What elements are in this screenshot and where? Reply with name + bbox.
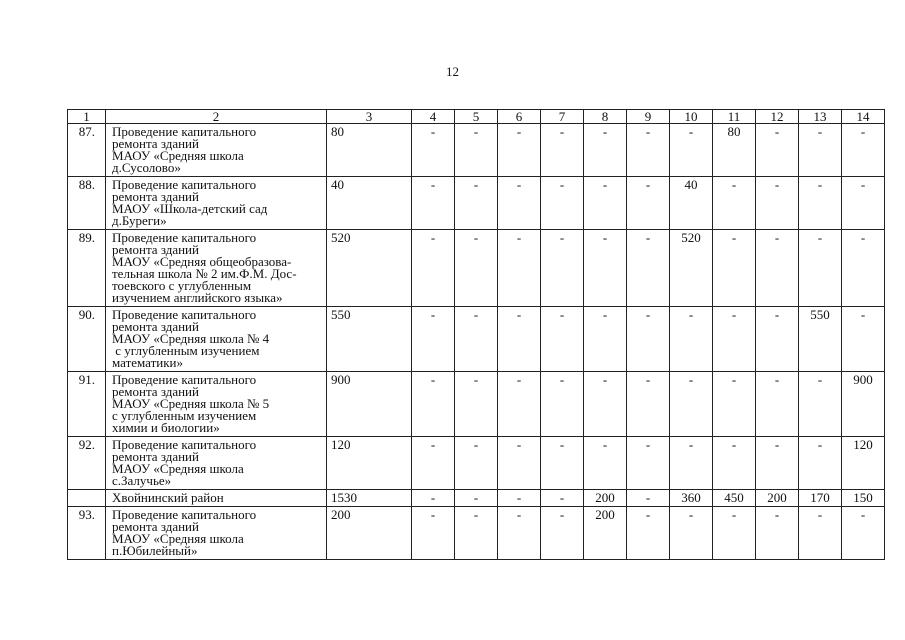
- cell-col-7: -: [541, 230, 584, 307]
- description-line: с углубленным изучением: [112, 408, 257, 423]
- cell-col-13: 550: [799, 307, 842, 372]
- column-header-2: 2: [106, 110, 327, 124]
- cell-col-14: -: [842, 230, 885, 307]
- column-header-3: 3: [327, 110, 412, 124]
- cell-col-7: -: [541, 372, 584, 437]
- cell-col-5: -: [455, 490, 498, 507]
- cell-col-12: -: [756, 507, 799, 560]
- cell-col-11: -: [713, 507, 756, 560]
- description-line: Проведение капитального: [112, 124, 257, 139]
- cell-col-6: -: [498, 490, 541, 507]
- column-header-1: 1: [68, 110, 106, 124]
- cell-col-6: -: [498, 230, 541, 307]
- row-description: [106, 230, 327, 307]
- cell-col-12: -: [756, 177, 799, 230]
- row-description: [106, 307, 327, 372]
- description-line: Проведение капитального: [112, 507, 257, 522]
- cell-col-14: 120: [842, 437, 885, 490]
- row-number: 92.: [68, 437, 106, 490]
- table-row: [68, 230, 885, 307]
- cell-col-6: -: [498, 507, 541, 560]
- row-description: [106, 177, 327, 230]
- description-line: МАОУ «Средняя школа № 4: [112, 331, 270, 346]
- cell-col-9: -: [627, 507, 670, 560]
- cell-col-11: -: [713, 307, 756, 372]
- cell-col-8: -: [584, 372, 627, 437]
- description-line: с углубленным изучением: [112, 343, 260, 358]
- cell-col-4: -: [412, 372, 455, 437]
- cell-col-10: -: [670, 124, 713, 177]
- cell-col-8: -: [584, 307, 627, 372]
- cell-col-11: -: [713, 437, 756, 490]
- row-total: 120: [327, 437, 412, 490]
- description-line: ремонта зданий: [112, 242, 199, 257]
- column-header-12: 12: [756, 110, 799, 124]
- row-description: [106, 372, 327, 437]
- cell-col-14: 150: [842, 490, 885, 507]
- cell-col-4: -: [412, 490, 455, 507]
- cell-col-10: -: [670, 437, 713, 490]
- row-total: 520: [327, 230, 412, 307]
- cell-col-6: -: [498, 437, 541, 490]
- page-number: 12: [446, 64, 459, 79]
- cell-col-14: -: [842, 507, 885, 560]
- description-line: химии и биологии»: [112, 420, 220, 435]
- description-line: изучением английского языка»: [112, 290, 283, 305]
- cell-col-9: -: [627, 230, 670, 307]
- description-line: ремонта зданий: [112, 136, 199, 151]
- description-line: д.Буреги»: [112, 213, 167, 228]
- cell-col-13: -: [799, 507, 842, 560]
- row-total: 900: [327, 372, 412, 437]
- row-description: [106, 490, 327, 507]
- table-row: [68, 507, 885, 560]
- cell-col-12: -: [756, 230, 799, 307]
- cell-col-11: -: [713, 372, 756, 437]
- cell-col-9: -: [627, 124, 670, 177]
- description-line: МАОУ «Средняя школа № 5: [112, 396, 270, 411]
- column-header-7: 7: [541, 110, 584, 124]
- row-number: 93.: [68, 507, 106, 560]
- description-line: Проведение капитального: [112, 307, 257, 322]
- description-line: МАОУ «Средняя школа: [112, 148, 244, 163]
- cell-col-12: 200: [756, 490, 799, 507]
- description-line: ремонта зданий: [112, 449, 199, 464]
- cell-col-9: -: [627, 307, 670, 372]
- cell-col-4: -: [412, 507, 455, 560]
- row-total: 40: [327, 177, 412, 230]
- description-line: ремонта зданий: [112, 319, 199, 334]
- description-line: ремонта зданий: [112, 189, 199, 204]
- column-header-14: 14: [842, 110, 885, 124]
- cell-col-14: 900: [842, 372, 885, 437]
- cell-col-5: -: [455, 372, 498, 437]
- description-line: ремонта зданий: [112, 384, 199, 399]
- cell-col-5: -: [455, 507, 498, 560]
- row-number: [68, 490, 106, 507]
- description-line: д.Сусолово»: [112, 160, 181, 175]
- cell-col-13: 170: [799, 490, 842, 507]
- description-line: МАОУ «Средняя школа: [112, 461, 244, 476]
- description-line: п.Юбилейный»: [112, 543, 198, 558]
- table-row: [68, 177, 885, 230]
- cell-col-6: -: [498, 372, 541, 437]
- table-row: [68, 437, 885, 490]
- row-total: 200: [327, 507, 412, 560]
- cell-col-14: -: [842, 177, 885, 230]
- description-line: ремонта зданий: [112, 519, 199, 534]
- cell-col-12: -: [756, 307, 799, 372]
- column-header-8: 8: [584, 110, 627, 124]
- table-row: [68, 124, 885, 177]
- description-line: МАОУ «Средняя общеобразова-: [112, 254, 292, 269]
- row-number: 87.: [68, 124, 106, 177]
- cell-col-5: -: [455, 177, 498, 230]
- cell-col-8: -: [584, 230, 627, 307]
- description-line: математики»: [112, 355, 184, 370]
- description-line: Проведение капитального: [112, 177, 257, 192]
- cell-col-6: -: [498, 177, 541, 230]
- row-number: 91.: [68, 372, 106, 437]
- description-line: тоевского с углубленным: [112, 278, 252, 293]
- cell-col-7: -: [541, 437, 584, 490]
- table-row: [68, 372, 885, 437]
- cell-col-11: -: [713, 177, 756, 230]
- cell-col-10: -: [670, 307, 713, 372]
- row-number: 88.: [68, 177, 106, 230]
- cell-col-9: -: [627, 177, 670, 230]
- description-line: Проведение капитального: [112, 230, 257, 245]
- cell-col-7: -: [541, 507, 584, 560]
- cell-col-12: -: [756, 372, 799, 437]
- cell-col-10: 360: [670, 490, 713, 507]
- header-row: [68, 110, 885, 124]
- cell-col-8: 200: [584, 507, 627, 560]
- row-description: [106, 124, 327, 177]
- description-line: МАОУ «Средняя школа: [112, 531, 244, 546]
- column-header-6: 6: [498, 110, 541, 124]
- cell-col-7: -: [541, 177, 584, 230]
- cell-col-10: 40: [670, 177, 713, 230]
- cell-col-10: 520: [670, 230, 713, 307]
- cell-col-9: -: [627, 372, 670, 437]
- cell-col-14: -: [842, 307, 885, 372]
- cell-col-4: -: [412, 177, 455, 230]
- cell-col-4: -: [412, 307, 455, 372]
- column-header-13: 13: [799, 110, 842, 124]
- cell-col-7: -: [541, 307, 584, 372]
- cell-col-6: -: [498, 124, 541, 177]
- cell-col-4: -: [412, 124, 455, 177]
- cell-col-7: -: [541, 490, 584, 507]
- description-line: Проведение капитального: [112, 372, 257, 387]
- cell-col-11: -: [713, 230, 756, 307]
- description-line: Хвойнинский район: [112, 490, 224, 505]
- cell-col-5: -: [455, 230, 498, 307]
- row-number: 89.: [68, 230, 106, 307]
- cell-col-13: -: [799, 124, 842, 177]
- column-header-10: 10: [670, 110, 713, 124]
- cell-col-10: -: [670, 372, 713, 437]
- row-number: 90.: [68, 307, 106, 372]
- cell-col-7: -: [541, 124, 584, 177]
- cell-col-9: -: [627, 490, 670, 507]
- cell-col-11: 450: [713, 490, 756, 507]
- table-row: [68, 307, 885, 372]
- cell-col-8: -: [584, 124, 627, 177]
- cell-col-14: -: [842, 124, 885, 177]
- cell-col-13: -: [799, 177, 842, 230]
- table-row: [68, 490, 885, 507]
- column-header-4: 4: [412, 110, 455, 124]
- row-total: 80: [327, 124, 412, 177]
- cell-col-5: -: [455, 307, 498, 372]
- cell-col-11: 80: [713, 124, 756, 177]
- cell-col-8: -: [584, 437, 627, 490]
- row-description: [106, 507, 327, 560]
- cell-col-10: -: [670, 507, 713, 560]
- description-line: Проведение капитального: [112, 437, 257, 452]
- cell-col-6: -: [498, 307, 541, 372]
- cell-col-4: -: [412, 230, 455, 307]
- description-line: с.Залучье»: [112, 473, 172, 488]
- row-description: [106, 437, 327, 490]
- cell-col-13: -: [799, 372, 842, 437]
- row-total: 550: [327, 307, 412, 372]
- description-line: тельная школа № 2 им.Ф.М. Дос-: [112, 266, 297, 281]
- budget-table: [67, 109, 885, 560]
- cell-col-13: -: [799, 230, 842, 307]
- cell-col-12: -: [756, 124, 799, 177]
- cell-col-13: -: [799, 437, 842, 490]
- cell-col-5: -: [455, 437, 498, 490]
- cell-col-8: 200: [584, 490, 627, 507]
- cell-col-8: -: [584, 177, 627, 230]
- column-header-5: 5: [455, 110, 498, 124]
- column-header-9: 9: [627, 110, 670, 124]
- description-line: МАОУ «Школа-детский сад: [112, 201, 268, 216]
- row-total: 1530: [327, 490, 412, 507]
- cell-col-5: -: [455, 124, 498, 177]
- cell-col-9: -: [627, 437, 670, 490]
- cell-col-12: -: [756, 437, 799, 490]
- cell-col-4: -: [412, 437, 455, 490]
- column-header-11: 11: [713, 110, 756, 124]
